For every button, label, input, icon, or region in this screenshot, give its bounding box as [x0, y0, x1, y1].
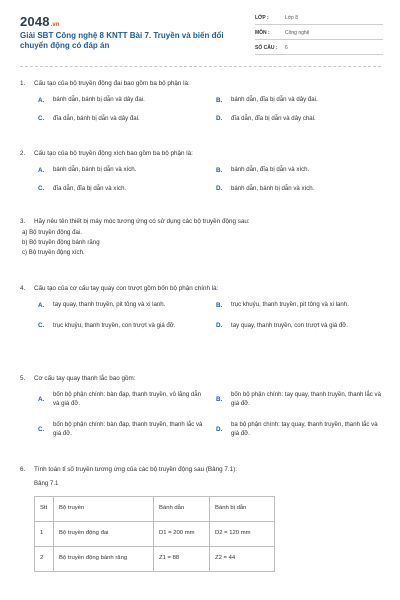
answer-option-c[interactable]	[38, 185, 204, 194]
table-cell: Z1 = 88	[154, 547, 210, 572]
table-header-cell: Stt	[35, 497, 54, 522]
option-key: B.	[216, 395, 223, 403]
question-text: Cơ cấu tay quay thanh lắc bao gồm:	[34, 375, 136, 382]
option-text: tay quay, thanh truyền, con trượt và giá đỡ.	[231, 322, 348, 329]
answer-option-a[interactable]	[38, 166, 204, 175]
table-cell: Bộ truyền động đai	[54, 522, 154, 547]
option-text: đĩa dẫn, đĩa bị dẫn và dây chai.	[231, 115, 316, 122]
option-key: C.	[38, 425, 45, 433]
question-text: Cấu tạo của bộ truyền động xích bao gồm ba bộ phận là:	[34, 150, 193, 157]
document-header	[0, 0, 400, 62]
table-cell: Z2 = 44	[210, 547, 275, 572]
data-table	[34, 496, 275, 572]
answer-option-b[interactable]	[216, 391, 382, 409]
option-text: bánh dẫn, bánh bị dẫn và xích.	[231, 185, 315, 192]
option-text: đĩa dẫn, bánh bị dẫn và dây đai.	[53, 115, 140, 122]
question-text: Tính toán tỉ số truyền tương ứng của các bộ truyền động sau (Bảng 7.1):	[34, 466, 237, 473]
table-header-cell: Bánh dẫn	[154, 497, 210, 522]
meta-row-question-count	[255, 43, 383, 55]
answer-options	[38, 391, 382, 438]
answer-option-d[interactable]	[216, 421, 382, 439]
option-text: bánh dẫn, bánh bị dẫn và xích.	[53, 166, 137, 174]
meta-key: LỚP :	[255, 15, 269, 22]
table-cell: D1 = 200 mm	[154, 522, 210, 547]
answer-option-a[interactable]	[38, 301, 204, 310]
document-meta	[255, 13, 383, 58]
answer-options	[38, 166, 382, 194]
option-text: tay quay, thanh truyền, pit tông và xi lanh.	[53, 301, 166, 309]
question-text: Cấu tạo của cơ cấu tay quay con trượt gồm bốn bộ phận chính là:	[34, 285, 219, 292]
question-number: 4.	[20, 285, 26, 292]
option-text: bốn bộ phận chính: bàn đạp, thanh truyền, thanh lắc và giá đỡ.	[53, 420, 203, 437]
question-number: 5.	[20, 375, 26, 382]
meta-value: Lớp 8	[285, 15, 299, 22]
table-cell: D2 = 120 mm	[210, 522, 275, 547]
sub-item: a) Bộ truyền động đai.	[22, 229, 82, 237]
answer-option-d[interactable]	[216, 185, 382, 194]
option-text: trục khuỷu, thanh truyền, pit tông và xi lanh.	[231, 301, 349, 309]
option-key: C.	[38, 322, 45, 330]
question-1	[20, 80, 382, 124]
question-3	[20, 218, 382, 259]
answer-options	[38, 96, 382, 124]
table-row	[35, 522, 275, 547]
meta-value: 6	[285, 45, 288, 52]
question-number: 3.	[20, 218, 26, 225]
question-number: 6.	[20, 466, 26, 473]
question-2	[20, 150, 382, 194]
option-key: B.	[216, 166, 223, 174]
table-cell: 2	[35, 547, 54, 572]
option-key: C.	[38, 185, 45, 193]
question-text: Hãy nêu tên thiết bị máy móc tương ứng có sử dụng các bộ truyền động sau:	[34, 218, 250, 225]
option-text: bánh dẫn, đĩa bị dẫn và dây đai.	[231, 96, 318, 104]
option-text: trục khuỷu, thanh truyền, con trượt và giá đỡ.	[53, 322, 176, 329]
header-divider	[20, 66, 381, 67]
option-text: ba bộ phận chính: tay quay, thanh truyền, thanh lắc và giá đỡ.	[231, 420, 378, 437]
meta-value: Công nghệ	[285, 30, 310, 37]
option-key: A.	[38, 395, 45, 403]
sub-item: c) Bộ truyền động xích.	[22, 249, 85, 257]
document-title: Giải SBT Công nghệ 8 KNTT Bài 7. Truyền và biến đổi chuyển động có đáp án	[20, 31, 224, 50]
option-text: bánh dẫn, đĩa bị dẫn và xích.	[231, 166, 310, 174]
option-key: B.	[216, 301, 223, 309]
meta-row-subject	[255, 28, 383, 40]
answer-option-d[interactable]	[216, 322, 382, 331]
option-key: B.	[216, 96, 223, 104]
table-cell: Bộ truyền động bánh răng	[54, 547, 154, 572]
question-6	[20, 466, 382, 572]
question-4	[20, 285, 382, 331]
answer-option-d[interactable]	[216, 115, 382, 124]
table-cell: 1	[35, 522, 54, 547]
option-key: A.	[38, 96, 45, 104]
answer-options	[38, 301, 382, 331]
option-key: C.	[38, 115, 45, 123]
site-logo[interactable]	[20, 14, 59, 31]
meta-row-class	[255, 13, 383, 25]
logo-text: 2048	[20, 14, 50, 29]
option-key: A.	[38, 301, 45, 309]
option-key: D.	[216, 115, 223, 123]
answer-option-a[interactable]	[38, 96, 204, 105]
sub-item: b) Bộ truyền động bánh răng	[22, 239, 100, 247]
option-key: A.	[38, 166, 45, 174]
table-header-row	[35, 497, 275, 522]
option-key: D.	[216, 322, 223, 330]
sub-items	[22, 229, 382, 257]
option-key: D.	[216, 425, 223, 433]
answer-option-b[interactable]	[216, 301, 382, 310]
table-caption: Bảng 7.1	[34, 480, 59, 488]
question-text: Cấu tạo của bộ truyền động đai bao gồm ba bộ phận là:	[34, 80, 190, 87]
option-text: bốn bộ phận chính: tay quay, thanh truyền, thanh lắc và giá đỡ.	[231, 391, 381, 407]
answer-option-a[interactable]	[38, 391, 204, 409]
answer-option-b[interactable]	[216, 96, 382, 105]
question-5	[20, 375, 382, 438]
table-header-cell: Bánh bị dẫn	[210, 497, 275, 522]
logo-suffix: .vn	[50, 22, 60, 28]
answer-option-c[interactable]	[38, 322, 204, 331]
answer-option-c[interactable]	[38, 115, 204, 124]
question-number: 2.	[20, 150, 26, 157]
question-number: 1.	[20, 80, 26, 87]
table-row	[35, 547, 275, 572]
meta-key: SỐ CÂU :	[255, 45, 278, 52]
meta-key: MÔN :	[255, 30, 270, 37]
table-header-cell: Bộ truyền	[54, 497, 154, 522]
option-text: đĩa dẫn, đĩa bị dẫn và xích.	[53, 185, 127, 192]
option-text: bốn bộ phận chính: bàn đạp, thanh truyền, vô lăng dẫn và giá đỡ.	[53, 391, 202, 407]
answer-option-b[interactable]	[216, 166, 382, 175]
option-key: D.	[216, 185, 223, 193]
option-text: bánh dẫn, bánh bị dẫn và dây đai.	[53, 96, 145, 104]
answer-option-c[interactable]	[38, 421, 204, 439]
